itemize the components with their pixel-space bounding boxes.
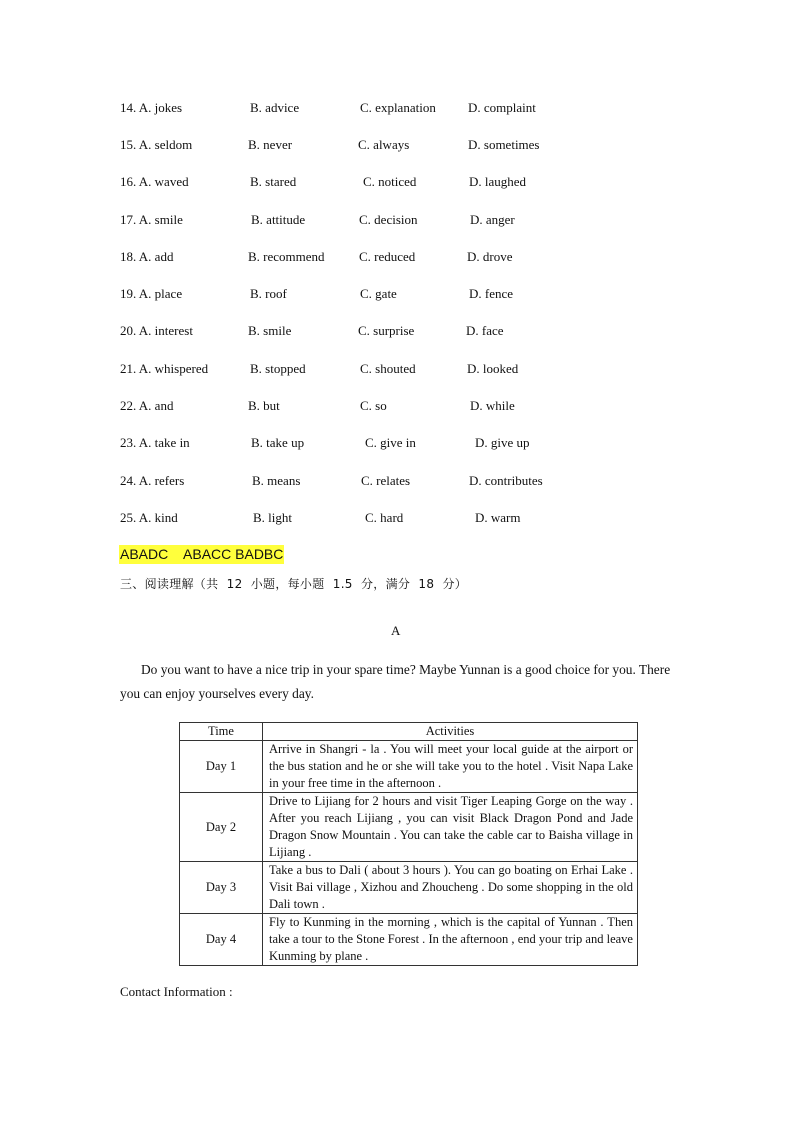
question-row-20 (120, 321, 680, 341)
option-c: C. so (360, 398, 387, 413)
question-row-14 (120, 98, 680, 118)
option-a: 18. A. add (120, 249, 174, 264)
option-c: C. explanation (360, 100, 436, 115)
option-c: C. noticed (363, 174, 417, 189)
question-row-23 (120, 433, 680, 453)
option-d: D. warm (475, 510, 521, 525)
option-c: C. always (358, 137, 410, 152)
option-d: D. drove (467, 249, 513, 264)
question-row-21 (120, 359, 680, 379)
day-cell: Day 1 (180, 741, 263, 793)
table-header-row (180, 723, 638, 741)
option-b: B. stared (250, 174, 297, 189)
itinerary-table (179, 722, 638, 966)
option-b: B. recommend (248, 249, 325, 264)
option-b: B. take up (251, 435, 305, 450)
option-c: C. reduced (359, 249, 416, 264)
option-b: B. advice (250, 100, 300, 115)
option-a: 14. A. jokes (120, 100, 183, 115)
table-row (180, 862, 638, 914)
question-row-24 (120, 471, 680, 491)
option-b: B. roof (250, 286, 287, 301)
intro-paragraph-text: Do you want to have a nice trip in your spare time? Maybe Yunnan is a good choice for you. There you can enjoy yourselves every day. (120, 662, 671, 701)
question-row-15 (120, 135, 680, 155)
question-row-25 (120, 508, 680, 528)
table-row (180, 741, 638, 793)
activities-cell: Take a bus to Dali ( about 3 hours ). You can go boating on Erhai Lake . Visit Bai village , Xizhou and Zhoucheng . Do some shopping in the old Dali town . (263, 862, 638, 914)
option-b: B. stopped (250, 361, 306, 376)
option-d: D. fence (469, 286, 514, 301)
contact-information-label: Contact Information : (120, 984, 233, 999)
option-a: 22. A. and (120, 398, 174, 413)
option-d: D. laughed (469, 174, 527, 189)
option-d: D. contributes (469, 473, 543, 488)
option-d: D. complaint (468, 100, 536, 115)
option-b: B. light (253, 510, 293, 525)
passage-letter: A (391, 623, 401, 638)
intro-paragraph (120, 658, 680, 706)
answer-key-highlight: ABADC ABACC BADBC (120, 546, 284, 562)
option-c: C. give in (365, 435, 416, 450)
day-cell: Day 4 (180, 914, 263, 966)
question-row-19 (120, 284, 680, 304)
question-row-17 (120, 210, 680, 230)
header-activities: Activities (263, 723, 638, 741)
table-row (180, 793, 638, 862)
option-b: B. never (248, 137, 293, 152)
option-a: 16. A. waved (120, 174, 189, 189)
activities-cell: Fly to Kunming in the morning , which is the capital of Yunnan . Then take a tour to the Stone Forest . In the afternoon , end your trip and leave Kunming by plane . (263, 914, 638, 966)
option-d: D. anger (470, 212, 515, 227)
option-c: C. gate (360, 286, 397, 301)
option-c: C. hard (365, 510, 404, 525)
option-d: D. face (466, 323, 504, 338)
activities-cell: Arrive in Shangri - la . You will meet your local guide at the airport or the bus station and he or she will take you to the hotel . Visit Napa Lake in your free time in the afternoon . (263, 741, 638, 793)
option-c: C. relates (361, 473, 411, 488)
option-a: 17. A. smile (120, 212, 183, 227)
option-d: D. looked (467, 361, 519, 376)
option-d: D. give up (475, 435, 530, 450)
activities-cell: Drive to Lijiang for 2 hours and visit Tiger Leaping Gorge on the way . After you reach Lijiang , you can visit Black Dragon Pond and Jade Dragon Snow Mountain . You can take the cable car to Baisha village in Lijiang . (263, 793, 638, 862)
option-c: C. decision (359, 212, 418, 227)
option-d: D. while (470, 398, 515, 413)
option-a: 15. A. seldom (120, 137, 193, 152)
header-time: Time (180, 723, 263, 741)
question-row-16 (120, 172, 680, 192)
option-c: C. surprise (358, 323, 415, 338)
question-row-18 (120, 247, 680, 267)
section-heading: 三、阅读理解（共 12 小题，每小题 1.5 分，满分 18 分） (120, 577, 468, 591)
option-a: 23. A. take in (120, 435, 190, 450)
option-b: B. attitude (251, 212, 306, 227)
option-a: 25. A. kind (120, 510, 178, 525)
option-b: B. but (248, 398, 280, 413)
day-cell: Day 3 (180, 862, 263, 914)
option-a: 20. A. interest (120, 323, 193, 338)
option-a: 21. A. whispered (120, 361, 209, 376)
option-c: C. shouted (360, 361, 416, 376)
option-a: 19. A. place (120, 286, 183, 301)
day-cell: Day 2 (180, 793, 263, 862)
option-a: 24. A. refers (120, 473, 185, 488)
option-d: D. sometimes (468, 137, 540, 152)
question-row-22 (120, 396, 680, 416)
option-b: B. smile (248, 323, 292, 338)
table-row (180, 914, 638, 966)
option-b: B. means (252, 473, 301, 488)
